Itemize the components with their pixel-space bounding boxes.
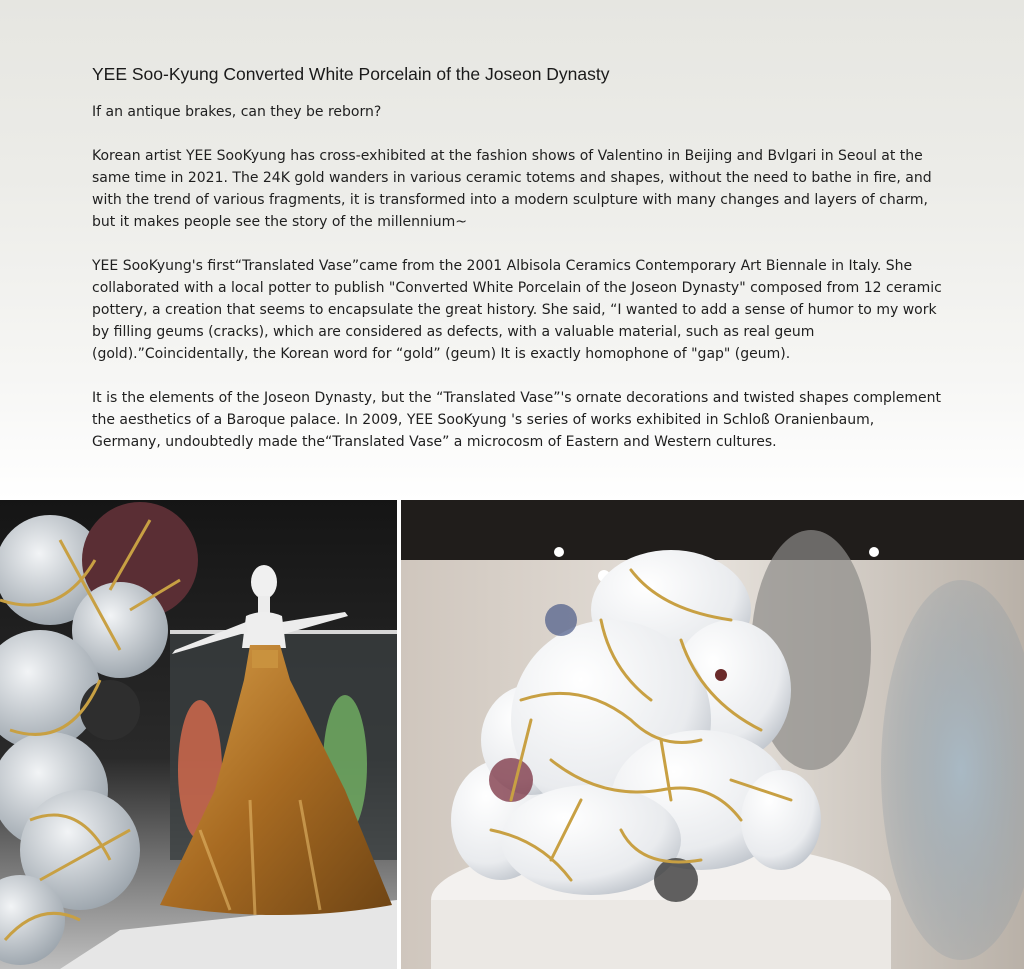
article-subtitle: If an antique brakes, can they be reborn?	[92, 104, 382, 120]
article-paragraph-1: Korean artist YEE SooKyung has cross-exhibited at the fashion shows of Valentino in Beijing and Bvlgari in Seoul at the same time in 2021. The 24K gold wanders in various ceramic totems and shapes, without the need to bathe in fire, and with the trend of various fragments, it is transformed into a modern sculpture with many changes and layers of charm, but it makes people see the story of the millennium~	[92, 148, 932, 230]
gown-exhibit-image	[0, 500, 397, 969]
photo-gown-exhibit	[0, 500, 397, 969]
photo-gallery	[0, 500, 1024, 969]
translated-vase-image	[401, 500, 1024, 969]
article-content	[92, 64, 942, 475]
article-paragraph-3: It is the elements of the Joseon Dynasty, but the “Translated Vase”'s ornate decorations and twisted shapes complement the aesthetics of a Baroque palace. In 2009, YEE SooKyung 's series of works exhibited in Schloß Oranienbaum, Germany, undoubtedly made the“Translated Vase” a microcosm of Eastern and Western cultures.	[92, 390, 942, 450]
photo-translated-vase	[401, 500, 1024, 969]
article-title: YEE Soo-Kyung Converted White Porcelain of the Joseon Dynasty	[92, 64, 610, 84]
article-paragraph-2: YEE SooKyung's first“Translated Vase”came from the 2001 Albisola Ceramics Contemporary Art Biennale in Italy. She collaborated with a local potter to publish "Converted White Porcelain of the Joseon Dynasty" composed from 12 ceramic pottery, a creation that seems to encapsulate the great history. She said, “I wanted to add a sense of humor to my work by filling geums (cracks), which are considered as defects, with a valuable material, such as real geum (gold).”Coincidentally, the Korean word for “gold” (geum) It is exactly homophone of "gap" (geum).	[92, 258, 942, 362]
